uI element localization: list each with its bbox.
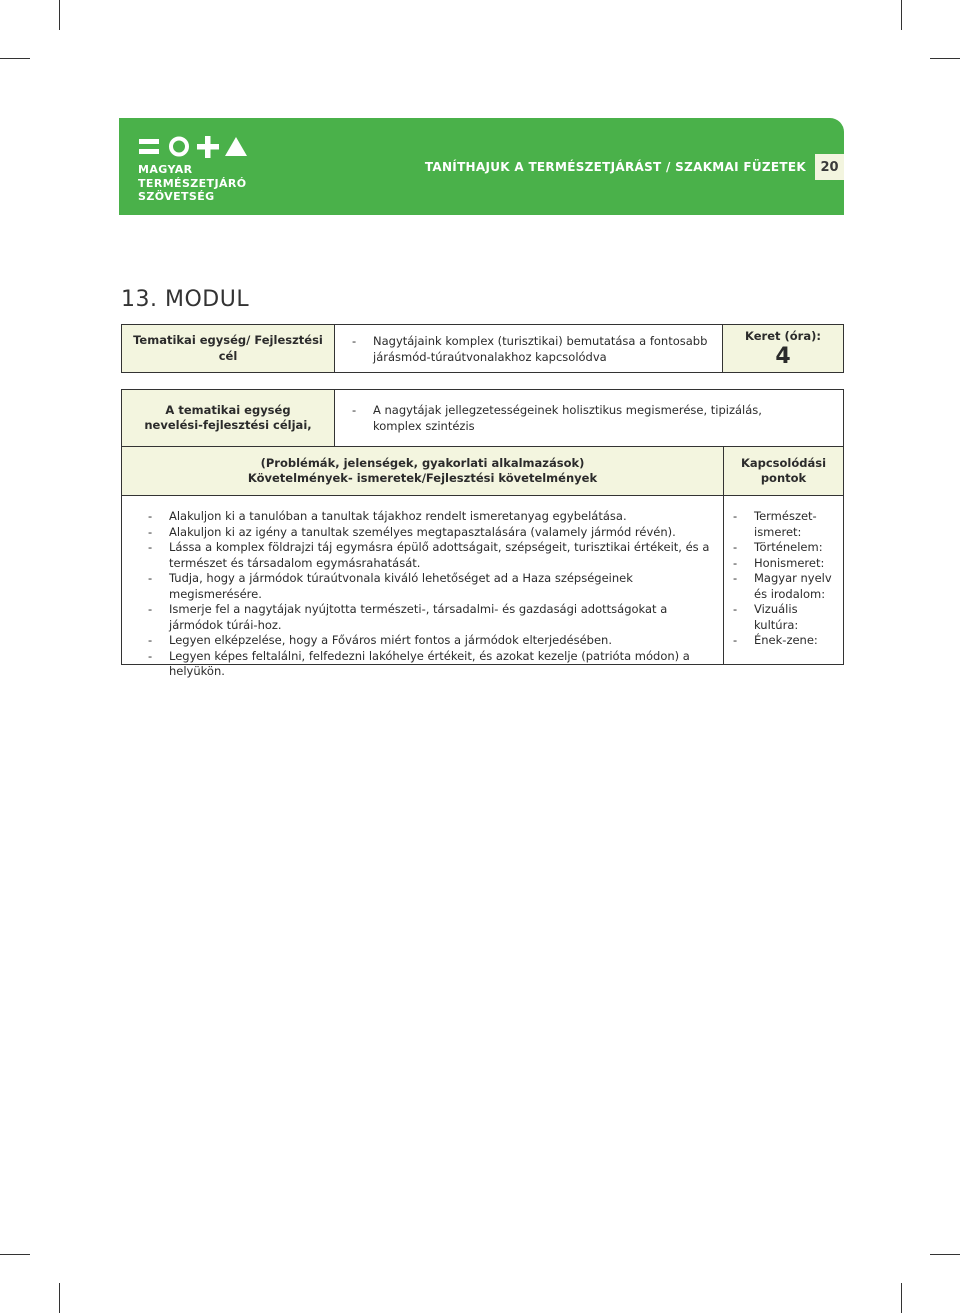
logo-line: MAGYAR bbox=[138, 163, 193, 176]
logo-line: TERMÉSZETJÁRÓ bbox=[138, 176, 247, 190]
requirement-item: - Tudja, hogy a jármódok túraútvonala kiváló lehetőséget ad a Haza szépségeinek megismerésére. bbox=[148, 571, 710, 602]
crop-mark bbox=[930, 1254, 960, 1255]
goals-text: - A nagytájak jellegzetességeinek holisztikus megismerése, tipizálás, komplex szintézis bbox=[352, 403, 792, 434]
topic-text: - Nagytájaink komplex (turisztikai) bemutatása a fontosabb járásmód-túraútvonalakhoz kapcsolódva bbox=[352, 334, 712, 365]
connections-header-line: Kapcsolódási bbox=[740, 455, 827, 470]
triangle-icon bbox=[225, 137, 247, 156]
requirements-header-line: (Problémák, jelenségek, gyakorlati alkalmazások) bbox=[260, 455, 585, 470]
connections-list bbox=[733, 509, 837, 649]
requirement-item: - Alakuljon ki a tanulóban a tanultak tájakhoz rendelt ismeretanyag egybelátása. bbox=[148, 509, 710, 525]
topic-label-text: Tematikai egység/ Fejlesztési cél bbox=[133, 333, 323, 363]
logo-line: SZÖVETSÉG bbox=[138, 190, 215, 203]
requirements-list bbox=[148, 509, 710, 680]
requirement-item: - Ismerje fel a nagytájak nyújtotta természeti-, társadalmi- és gazdasági adottságokat a jármódok túrái-hoz. bbox=[148, 602, 710, 633]
crop-mark bbox=[59, 0, 60, 30]
logo-text bbox=[138, 163, 247, 204]
keret-label: Keret (óra): bbox=[745, 328, 821, 343]
goals-label-line: nevelési-fejlesztési céljai, bbox=[144, 418, 312, 432]
requirement-item: - Lássa a komplex földrajzi táj egymásra épülő adottságait, szépségeit, turisztikai értékeit, és a természet és társadalom egymásrahatását. bbox=[148, 540, 710, 571]
requirement-item: - Alakuljon ki az igény a tanultak személyes megtapasztalására (valamely jármód révén). bbox=[148, 525, 710, 541]
goals-label-line: A tematikai egység bbox=[165, 402, 291, 417]
connection-item: - Magyar nyelv és irodalom: bbox=[733, 571, 837, 602]
connection-item: - Honismeret: bbox=[733, 556, 837, 572]
requirement-item: - Legyen képes feltalálni, felfedezni lakóhelye értékeit, és azokat kezelje (patrióta módon) a helyükön. bbox=[148, 649, 710, 680]
crop-mark bbox=[0, 58, 30, 59]
divider bbox=[334, 325, 335, 372]
logo-icons bbox=[139, 136, 259, 158]
series-title: TANÍTHAJUK A TERMÉSZETJÁRÁST / SZAKMAI FÜZETEK bbox=[424, 160, 806, 174]
crop-mark bbox=[59, 1283, 60, 1313]
requirement-item: - Legyen elképzelése, hogy a Főváros miért fontos a jármódok elterjedésében. bbox=[148, 633, 710, 649]
requirements-header bbox=[122, 447, 723, 495]
divider bbox=[723, 447, 724, 664]
crop-mark bbox=[901, 0, 902, 30]
crop-mark bbox=[930, 58, 960, 59]
keret-value: 4 bbox=[775, 344, 791, 370]
requirements-header-line: Követelmények- ismeretek/Fejlesztési követelmények bbox=[247, 471, 598, 485]
topic-label bbox=[122, 325, 334, 372]
module-title: 13. MODUL bbox=[121, 287, 250, 312]
page-number: 20 bbox=[815, 154, 844, 180]
crop-mark bbox=[0, 1254, 30, 1255]
divider bbox=[334, 390, 335, 446]
equals-icon bbox=[139, 139, 159, 154]
connection-item: - Ének-zene: bbox=[733, 633, 837, 649]
goals-label bbox=[122, 390, 334, 446]
connection-item: - Történelem: bbox=[733, 540, 837, 556]
topic-content bbox=[352, 334, 712, 365]
goals-content bbox=[352, 403, 792, 434]
circle-icon bbox=[171, 139, 187, 155]
plus-icon bbox=[197, 136, 219, 158]
connections-header-line: pontok bbox=[760, 471, 807, 485]
topic-table bbox=[121, 324, 844, 373]
keret-cell bbox=[723, 325, 843, 372]
goals-table bbox=[121, 389, 844, 678]
page-header bbox=[119, 118, 844, 215]
connection-item: - Vizuális kultúra: bbox=[733, 602, 837, 633]
connection-item: - Természet-ismeret: bbox=[733, 509, 837, 540]
divider bbox=[122, 495, 843, 496]
crop-mark bbox=[901, 1283, 902, 1313]
connections-header bbox=[724, 447, 843, 495]
